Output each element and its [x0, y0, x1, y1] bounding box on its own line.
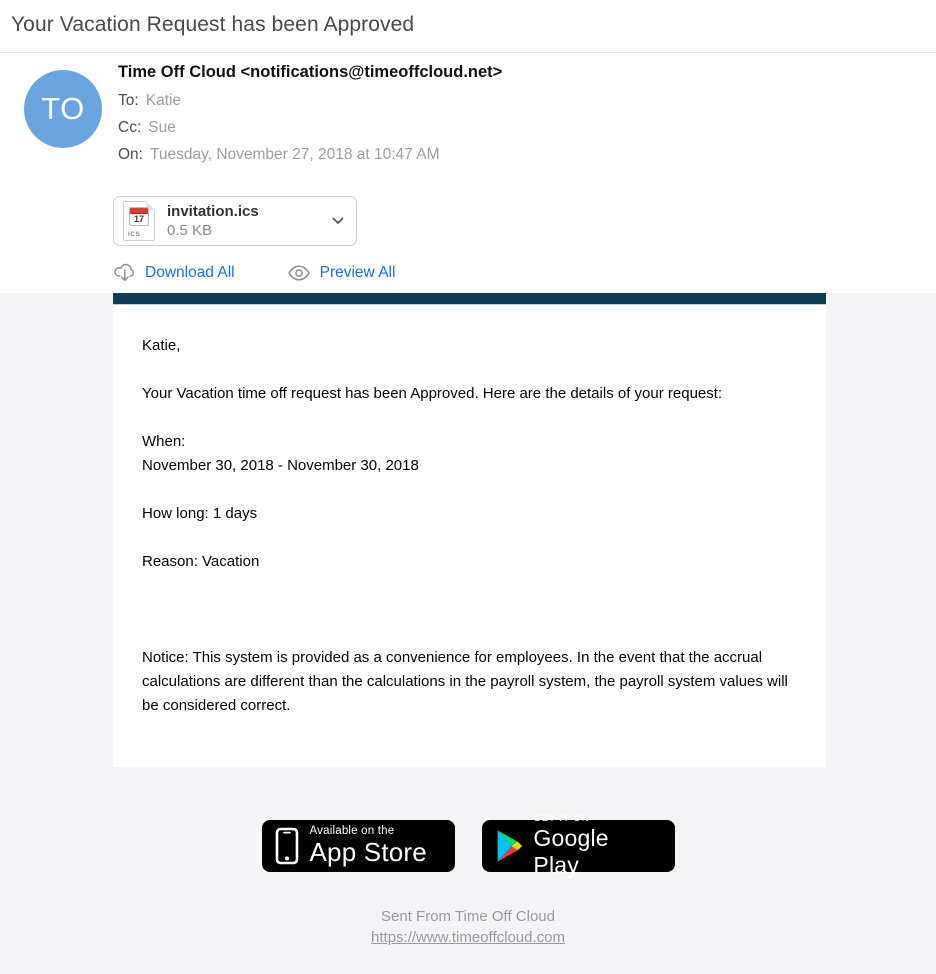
ics-file-icon — [123, 201, 155, 241]
app-store-tagline: Available on the — [309, 825, 395, 837]
preview-all-label: Preview All — [319, 263, 396, 281]
avatar-initials: TO — [41, 91, 85, 126]
footer-website-link[interactable]: https://www.timeoffcloud.com — [371, 929, 565, 946]
card-accent-bar — [113, 293, 826, 305]
apple-phone-icon — [275, 827, 299, 865]
when-value: November 30, 2018 - November 30, 2018 — [142, 457, 419, 474]
date-line — [118, 146, 502, 173]
intro-text: Your Vacation time off request has been Approved. Here are the details of your request: — [142, 385, 723, 402]
ics-ext-label: ICS — [128, 231, 141, 238]
chevron-down-icon — [332, 217, 344, 225]
app-store-badge[interactable] — [262, 820, 455, 872]
attachment-filename: invitation.ics — [167, 203, 259, 220]
email-footer — [0, 906, 936, 948]
email-subject: Your Vacation Request has been Approved — [11, 13, 415, 36]
attachment-size: 0.5 KB — [167, 222, 213, 239]
google-play-tagline: GET IT ON — [533, 813, 590, 824]
app-store-title: App Store — [309, 837, 427, 867]
attachment-chip[interactable] — [113, 196, 357, 246]
google-play-icon — [495, 830, 523, 862]
cc-value: Sue — [148, 119, 176, 136]
app-store-badge-text — [310, 825, 427, 867]
notice-text: Notice: This system is provided as a convenience for employees. In the event that the accrual calculations are different than the calculations in the payroll system, the payroll system values will be considered correct. — [142, 649, 788, 714]
cc-line — [118, 119, 502, 146]
cc-label: Cc: — [118, 119, 142, 136]
download-all-label: Download All — [145, 263, 235, 281]
subject-bar — [0, 0, 936, 53]
google-play-badge[interactable] — [482, 813, 675, 878]
to-value: Katie — [145, 92, 182, 109]
google-play-badge-text — [533, 813, 660, 879]
cloud-download-icon — [113, 261, 136, 284]
to-line — [118, 92, 502, 119]
to-label: To: — [118, 92, 139, 109]
greeting-text: Katie, — [142, 337, 181, 354]
calendar-day: 17 — [133, 214, 144, 224]
eye-icon — [287, 265, 311, 281]
calendar-glyph — [129, 207, 149, 226]
date-label: On: — [118, 146, 143, 163]
reason-text: Reason: Vacation — [142, 553, 260, 570]
download-all-button[interactable] — [113, 261, 235, 284]
footer-sent-from: Sent From Time Off Cloud — [381, 908, 555, 925]
message-content-area — [0, 293, 936, 974]
google-play-title: Google Play — [533, 825, 609, 878]
email-body-card — [113, 293, 826, 767]
sender-from: Time Off Cloud <notifications@timeoffcloud.net> — [118, 63, 503, 81]
preview-all-button[interactable] — [287, 264, 396, 282]
sender-avatar — [24, 70, 102, 148]
attachment-actions — [113, 261, 395, 284]
sender-info — [118, 63, 502, 173]
when-label: When: — [142, 433, 186, 450]
attachment-text — [167, 202, 332, 240]
store-badges — [0, 813, 936, 878]
how-long-text: How long: 1 days — [142, 505, 258, 522]
email-body-text — [113, 305, 826, 767]
attachment-expand-button[interactable] — [332, 217, 344, 225]
date-value: Tuesday, November 27, 2018 at 10:47 AM — [149, 146, 440, 163]
